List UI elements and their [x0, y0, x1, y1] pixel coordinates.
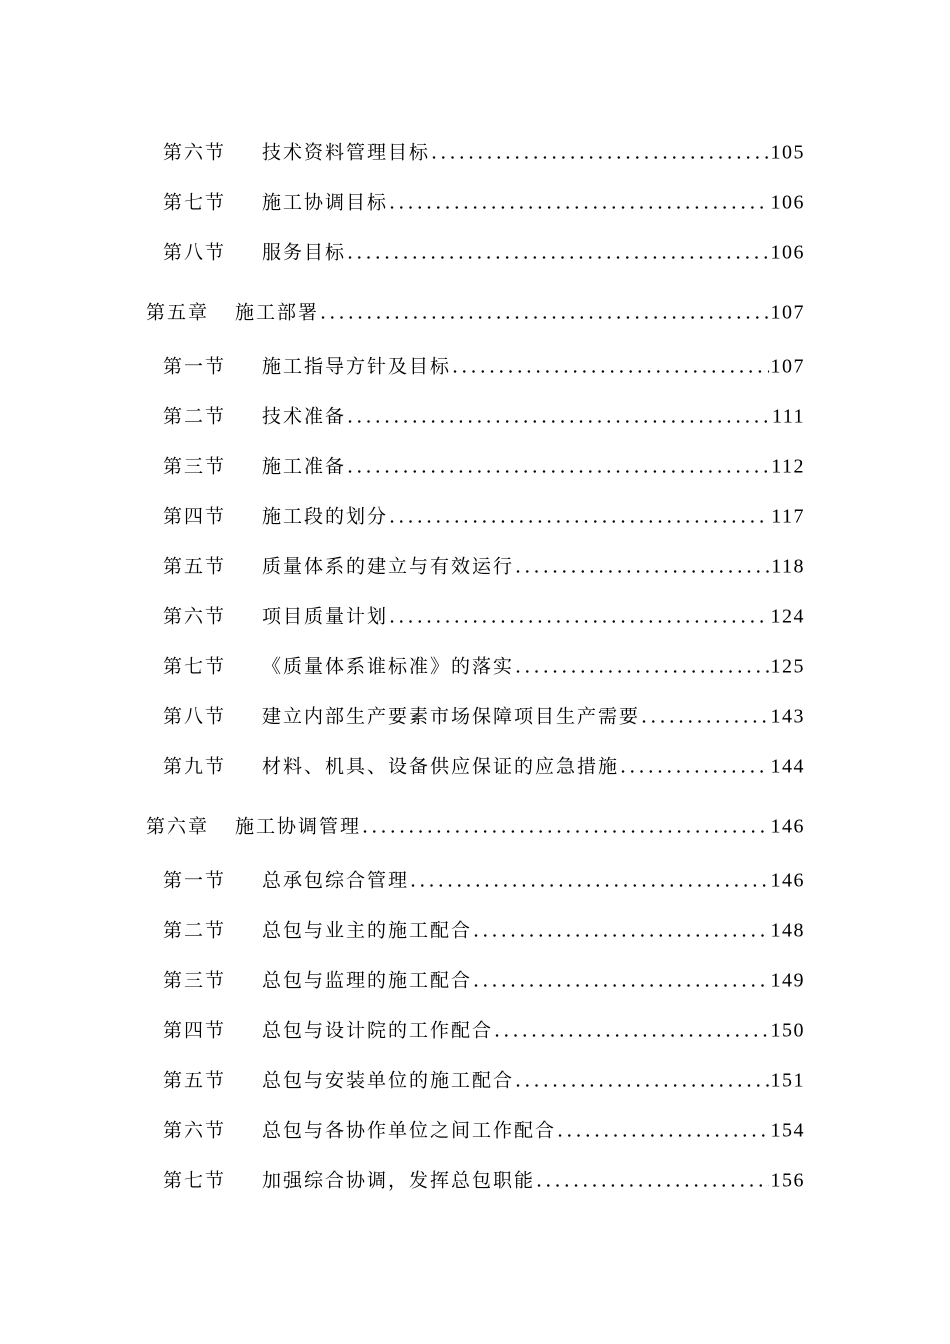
- dot-leader: [389, 606, 768, 628]
- toc-entry-number: 第四节: [163, 1019, 227, 1042]
- toc-entry-number: 第七节: [163, 191, 227, 214]
- toc-entry-page: 146: [770, 815, 805, 837]
- toc-entry-title: 技术准备: [262, 405, 347, 428]
- dot-leader: [347, 456, 769, 478]
- toc-entry-title: 总包与设计院的工作配合: [262, 1019, 494, 1042]
- toc-entry-number: 第一节: [163, 355, 227, 378]
- toc-entry-page: 146: [770, 869, 805, 892]
- toc-entry-section[interactable]: [0, 640, 950, 690]
- toc-entry-number: 第一节: [163, 869, 227, 892]
- dot-leader: [473, 970, 768, 992]
- toc-entry-page: 105: [770, 141, 805, 164]
- toc-entry-title: 施工指导方针及目标: [262, 355, 452, 378]
- toc-entry-section[interactable]: [0, 226, 950, 276]
- dot-leader: [452, 356, 768, 378]
- toc-entry-section[interactable]: [0, 954, 950, 1004]
- table-of-contents: [0, 126, 950, 1204]
- toc-entry-title: 质量体系的建立与有效运行: [262, 555, 515, 578]
- toc-entry-title: 总包与监理的施工配合: [262, 969, 473, 992]
- toc-entry-page: 148: [770, 919, 805, 942]
- dot-leader: [410, 870, 768, 892]
- toc-entry-title: 项目质量计划: [262, 605, 389, 628]
- toc-entry-page: 107: [770, 301, 805, 323]
- toc-entry-page: 124: [770, 605, 805, 628]
- toc-entry-section[interactable]: [0, 540, 950, 590]
- toc-entry-section[interactable]: [0, 1104, 950, 1154]
- dot-leader: [515, 1070, 768, 1092]
- toc-entry-section[interactable]: [0, 490, 950, 540]
- toc-entry-number: 第五章: [146, 301, 210, 323]
- dot-leader: [389, 192, 768, 214]
- dot-leader: [347, 406, 770, 428]
- dot-leader: [620, 756, 768, 778]
- toc-entry-number: 第六节: [163, 605, 227, 628]
- toc-entry-title: 施工协调管理: [235, 815, 362, 837]
- toc-entry-section[interactable]: [0, 126, 950, 176]
- toc-entry-title: 施工协调目标: [262, 191, 389, 214]
- dot-leader: [431, 142, 768, 164]
- toc-entry-number: 第三节: [163, 969, 227, 992]
- toc-entry-title: 材料、机具、设备供应保证的应急措施: [262, 755, 620, 778]
- toc-entry-section[interactable]: [0, 854, 950, 904]
- toc-entry-number: 第七节: [163, 1169, 227, 1192]
- dot-leader: [515, 556, 769, 578]
- dot-leader: [494, 1020, 768, 1042]
- dot-leader: [473, 920, 768, 942]
- toc-entry-title: 建立内部生产要素市场保障项目生产需要: [262, 705, 641, 728]
- toc-entry-section[interactable]: [0, 390, 950, 440]
- toc-entry-number: 第四节: [163, 505, 227, 528]
- toc-entry-page: 144: [770, 755, 805, 778]
- dot-leader: [557, 1120, 768, 1142]
- toc-entry-number: 第六节: [163, 141, 227, 164]
- toc-entry-section[interactable]: [0, 1054, 950, 1104]
- dot-leader: [347, 242, 768, 264]
- toc-entry-page: 117: [771, 505, 805, 528]
- toc-entry-page: 156: [770, 1169, 805, 1192]
- toc-entry-section[interactable]: [0, 1004, 950, 1054]
- toc-entry-section[interactable]: [0, 176, 950, 226]
- dot-leader: [362, 815, 768, 837]
- toc-entry-title: 施工段的划分: [262, 505, 389, 528]
- toc-entry-page: 151: [770, 1069, 805, 1092]
- toc-entry-title: 服务目标: [262, 241, 347, 264]
- toc-entry-chapter[interactable]: [0, 795, 950, 854]
- toc-entry-number: 第六节: [163, 1119, 227, 1142]
- toc-entry-page: 112: [771, 455, 805, 478]
- toc-entry-number: 第九节: [163, 755, 227, 778]
- toc-entry-title: 总包与各协作单位之间工作配合: [262, 1119, 557, 1142]
- toc-entry-page: 154: [770, 1119, 805, 1142]
- toc-entry-number: 第七节: [163, 655, 227, 678]
- toc-entry-title: 施工准备: [262, 455, 347, 478]
- toc-entry-page: 150: [770, 1019, 805, 1042]
- toc-entry-page: 143: [770, 705, 805, 728]
- toc-entry-number: 第六章: [146, 815, 210, 837]
- toc-entry-section[interactable]: [0, 590, 950, 640]
- toc-entry-chapter[interactable]: [0, 281, 950, 340]
- toc-entry-number: 第五节: [163, 1069, 227, 1092]
- toc-entry-number: 第三节: [163, 455, 227, 478]
- dot-leader: [389, 506, 769, 528]
- toc-entry-section[interactable]: [0, 740, 950, 790]
- toc-entry-page: 107: [770, 355, 805, 378]
- toc-entry-page: 106: [770, 241, 805, 264]
- toc-entry-number: 第五节: [163, 555, 227, 578]
- toc-entry-title: 技术资料管理目标: [262, 141, 431, 164]
- toc-entry-page: 118: [771, 555, 805, 578]
- dot-leader: [641, 706, 768, 728]
- toc-entry-title: 总承包综合管理: [262, 869, 410, 892]
- toc-entry-section[interactable]: [0, 340, 950, 390]
- toc-entry-title: 加强综合协调，发挥总包职能: [262, 1169, 536, 1192]
- toc-entry-page: 125: [770, 655, 805, 678]
- toc-entry-section[interactable]: [0, 904, 950, 954]
- toc-entry-title: 施工部署: [235, 301, 320, 323]
- toc-entry-title: 总包与业主的施工配合: [262, 919, 473, 942]
- toc-entry-number: 第八节: [163, 705, 227, 728]
- toc-entry-title: 《质量体系谁标准》的落实: [262, 655, 515, 678]
- dot-leader: [536, 1170, 768, 1192]
- toc-entry-section[interactable]: [0, 1154, 950, 1204]
- toc-entry-page: 111: [771, 405, 805, 428]
- toc-entry-number: 第八节: [163, 241, 227, 264]
- toc-entry-number: 第二节: [163, 919, 227, 942]
- toc-entry-title: 总包与安装单位的施工配合: [262, 1069, 515, 1092]
- toc-entry-page: 149: [770, 969, 805, 992]
- dot-leader: [515, 656, 768, 678]
- toc-entry-section[interactable]: [0, 690, 950, 740]
- dot-leader: [320, 301, 768, 323]
- toc-entry-page: 106: [770, 191, 805, 214]
- toc-entry-section[interactable]: [0, 440, 950, 490]
- toc-entry-number: 第二节: [163, 405, 227, 428]
